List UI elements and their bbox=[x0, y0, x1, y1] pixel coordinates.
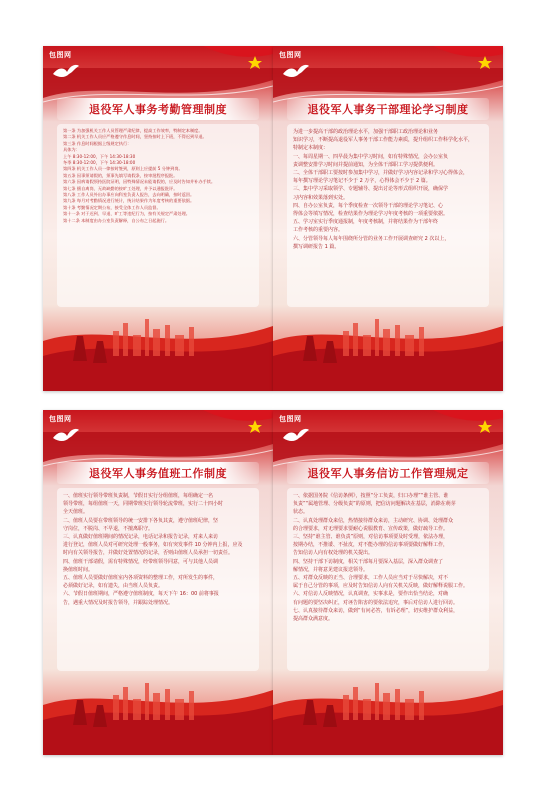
content-line: 四、自办公室负责，每个季度检查一次领导干部的理论学习笔记、心 bbox=[293, 202, 444, 209]
title-box bbox=[287, 462, 489, 484]
city-skyline-decoration bbox=[273, 301, 503, 391]
poster-study bbox=[273, 46, 503, 391]
poster-title: 退役军人事务考勤管理制度 bbox=[89, 103, 227, 116]
poster-title: 退役军人事务干部理论学习制度 bbox=[307, 103, 469, 116]
content-line: 第九条 每月对考勤情况进行统计，统计结果作为年度考核的重要依据。 bbox=[63, 198, 195, 204]
city-skyline-decoration bbox=[43, 665, 273, 755]
content-line: 时向有关领导报告，并做好处置情况的记录，否则由值班人员承担一切责任。 bbox=[63, 550, 234, 557]
logo: 包图网 bbox=[49, 415, 72, 423]
dove-icon bbox=[281, 62, 311, 82]
content-line: 三、坚持“谁主管、谁负责”原则，对信访事项要及时受理，依法办理， bbox=[293, 534, 449, 541]
content-line: 进行登记，值班人员对可研究处理一般事务，如有突发事件 10 分钟内上报，应及 bbox=[63, 542, 243, 549]
content-line: 三、认真做好值班期间的情况记录，电话记录和报告记录，对来人来访 bbox=[63, 534, 219, 541]
content-line: 上午 8:30-12:00，下午 14:30-18:30 bbox=[63, 153, 136, 159]
logo: 包图网 bbox=[279, 51, 302, 59]
title-box bbox=[287, 98, 489, 120]
flag-stars-icon bbox=[423, 410, 503, 442]
title-box bbox=[57, 462, 259, 484]
content-line: 二、值班人员要在带班领导的统一安排下各负其责，遵守值班纪律，坚 bbox=[63, 517, 219, 524]
content-panel bbox=[287, 488, 489, 671]
content-panel bbox=[57, 488, 259, 671]
content-line: 一、每周星期一、四早晨为集中学习时间，如有特殊情况，会办公室负 bbox=[293, 153, 449, 160]
content-line: 六、对信访人反映情况，认真调查，实事求是，要作出恰当结论，对确 bbox=[293, 591, 449, 598]
content-line: 第二条 机关工作人员应严格遵守作息时间，坚持按时上下班，不得迟到早退。 bbox=[63, 134, 207, 140]
poster-duty bbox=[43, 410, 273, 755]
content-line: 第四条 机关工作人员一律按时签到，原则上应提前 5 分钟到岗。 bbox=[63, 166, 183, 172]
content-line: 冬季 8:30-12:00，下午 14:30-18:00 bbox=[63, 160, 136, 166]
content-line: 四、值班干部请假，需有特殊情况，经带班领导同意，可与其他人员调 bbox=[63, 558, 219, 565]
content-panel bbox=[287, 124, 489, 307]
poster-title: 退役军人事务信访工作管理规定 bbox=[307, 467, 469, 480]
poster-petition bbox=[273, 410, 503, 755]
content-line: 状态。 bbox=[293, 509, 309, 516]
content-line: 二、全体干部职工要按时参加集中学习，并做好学习内容记录和学习心得体会， bbox=[293, 170, 469, 177]
content-line: 三、集中学习采取领学、专题辅导、提出讨论等形式组织开展，确保学 bbox=[293, 186, 449, 193]
content-line: 按期办结，不推诿、不扯皮，对不能办理的信访事项要做好解释工作， bbox=[293, 542, 449, 549]
content-line: 第一条 为加强机关工作人员管理严肃纪律，提高工作效率，特制定本制度。 bbox=[63, 128, 203, 133]
city-skyline-decoration bbox=[273, 665, 503, 755]
content-line: 工作考核的重要内容。 bbox=[293, 227, 344, 234]
content-line: 五、学习室实行季度通报制，年度考核制，并将结果作为干部年终 bbox=[293, 219, 439, 226]
content-line: 全天值班。 bbox=[63, 509, 89, 516]
poster-title: 退役军人事务值班工作制度 bbox=[89, 467, 227, 480]
flag-stars-icon bbox=[423, 46, 503, 78]
content-line: 第十二条 本制度由办公室负责解释，自公布之日起施行。 bbox=[63, 217, 170, 223]
content-line: 第八条 工作人员外出办事应向科室负责人报告，去向明确，按时返回。 bbox=[63, 192, 195, 198]
content-line: 的合理要求，对无理要求要耐心说服教育、宣传政策，做好疏导工作。 bbox=[293, 525, 449, 532]
content-line: 撰写调研报告 1 篇。 bbox=[293, 243, 340, 250]
content-line: 一、依据国务院《信访条例》，按照“分工负责，归口办理”“谁主管、谁 bbox=[293, 493, 449, 499]
content-line: 第五条 因事须请假的，须事先填写请假条，按审批程序报批。 bbox=[63, 172, 178, 178]
content-line: 六、节假日值班期间，严格遵守值班制度，每天下午 16：00 前将事报 bbox=[63, 591, 219, 598]
logo: 包图网 bbox=[279, 415, 302, 423]
content-line: 有问题的要坚决纠正，对诬告陷害的要依法追究，事后对信访人进行回访。 bbox=[293, 599, 459, 606]
dove-icon bbox=[51, 62, 81, 82]
content-line: 第三条 作息时间根据上级规定执行： bbox=[63, 140, 132, 146]
content-line: 特制定本制度： bbox=[293, 145, 329, 152]
city-skyline-decoration bbox=[43, 301, 273, 391]
content-line: 一、值班实行领导带班负责制，节假日实行分组值班，每组确定一名 bbox=[63, 493, 214, 499]
content-line: 每年撰写理论学习笔记不少于 2 万字，心得体会不少于 2 篇。 bbox=[293, 178, 431, 185]
content-line: 四、坚持干部下访制度，相关干部每月要深入基层，深入群众调查了 bbox=[293, 558, 444, 565]
content-line: 第十一条 对于迟到、早退、旷工等违纪行为，按有关规定严肃处理。 bbox=[63, 211, 190, 217]
content-line: 七、认真接待群众来访，做到“有问必答，有诉必理”，切实维护群众利益， bbox=[293, 607, 459, 614]
content-line: 告，遇重大情况及时报告领导，并跟踪处理情况。 bbox=[63, 599, 174, 606]
content-line: 知识学习，不断提高退役军人事务干部工作能力素质，提升组织工作科学化水平， bbox=[293, 137, 474, 144]
dove-icon bbox=[51, 426, 81, 446]
content-line: 五、对群众反映的正当、合理要求，工作人员应当对于尽快解决，对不 bbox=[293, 575, 449, 582]
content-line: 六、分管领导每人每年围绕所分管的业务工作开展调查研究 2 次以上， bbox=[293, 235, 450, 242]
content-line: 守岗位，不脱岗、不早退，不擅离职守。 bbox=[63, 525, 154, 532]
content-line: 习内容和效果落到实处。 bbox=[293, 194, 349, 201]
content-line: 第七条 擅自离岗、无故缺勤的按旷工处理，并予以通报批评。 bbox=[63, 185, 178, 191]
logo: 包图网 bbox=[49, 51, 72, 59]
content-panel bbox=[57, 124, 259, 307]
content-line: 为进一步提高干部的政治理论水平，加强干部职工政治理论和业务 bbox=[293, 129, 439, 135]
content-line: 告知信访人向有权处理的机关提出。 bbox=[293, 550, 374, 557]
flag-stars-icon bbox=[193, 410, 273, 442]
content-line: 领导带班，每组值班一天，同期带班实行领导轮流带班，实行二十四小时 bbox=[63, 501, 224, 508]
content-line: 具体为： bbox=[63, 147, 80, 153]
content-line: 第十条 考勤情况定期公布，接受全体工作人员监督。 bbox=[63, 204, 161, 210]
content-line: 第六条 因病请假须持医院证明，因特殊情况未能请假的，应及时告知并补办手续。 bbox=[63, 179, 216, 185]
content-line: 提高群众满意度。 bbox=[293, 616, 334, 623]
content-line: 必须做好记录，如有遗失，由当班人员负责。 bbox=[63, 583, 164, 590]
title-box bbox=[57, 98, 259, 120]
content-line: 负责”“属地管理、分级负责”的原则，把信访问题解决在基层，消除在萌芽 bbox=[293, 501, 456, 508]
poster-attendance bbox=[43, 46, 273, 391]
content-line: 解情况，并将意见建议报送领导。 bbox=[293, 566, 369, 573]
content-line: 换值班时间。 bbox=[63, 566, 94, 573]
flag-stars-icon bbox=[193, 46, 273, 78]
dove-icon bbox=[281, 426, 311, 446]
content-line: 得体会等填写情况，检查结果作为理论学习年度考核的一项重要依据。 bbox=[293, 211, 449, 218]
content-line: 责调整安排学习时间并提前通知，为全体干部职工学习提供便利。 bbox=[293, 161, 439, 168]
content-line: 二、认真处理群众来信，热情接待群众来访，主动研究、协调、处理群众 bbox=[293, 517, 454, 524]
content-line: 属于自己分管的事项，应及时告知信访人向有关机关反映，做好解释说服工作。 bbox=[293, 583, 469, 590]
content-line: 五、值班人员要做好值班室内各项资料的整理工作，对所发生的事件， bbox=[63, 575, 219, 582]
